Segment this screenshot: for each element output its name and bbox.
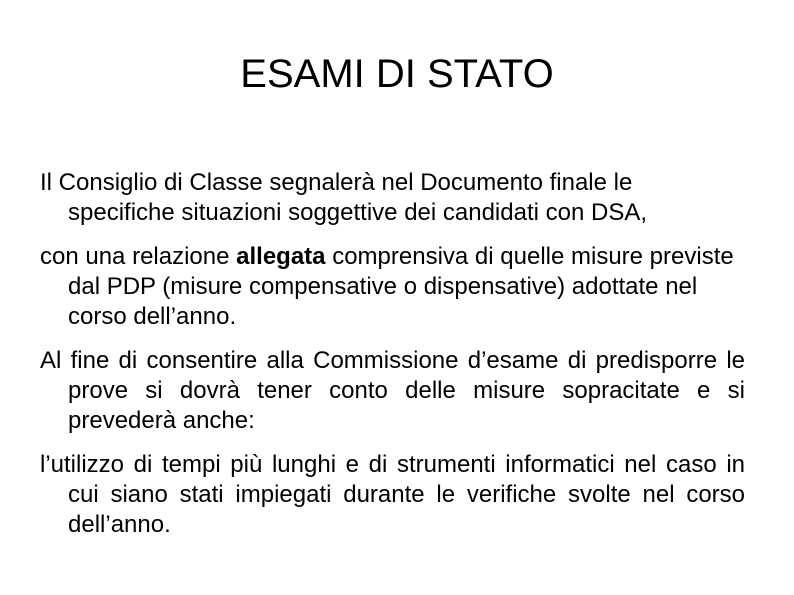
paragraph-dsa-report: Il Consiglio di Classe segnalerà nel Documento finale le specifiche situazioni soggettive dei candidati con DSA, bbox=[40, 169, 647, 226]
paragraph-tools-time: l’utilizzo di tempi più lunghi e di strumenti informatici nel caso in cui siano stati impiegati durante le verifiche svolte nel corso dell’anno. bbox=[40, 451, 745, 538]
paragraph-text-after: comprensiva di quelle misure previste dal PDP (misure compensative o dispensative) adottate nel corso dell’anno. bbox=[68, 243, 734, 330]
paragraph-attached-report bbox=[40, 242, 745, 332]
slide-body bbox=[40, 168, 745, 554]
bold-word-allegata: allegata bbox=[236, 243, 326, 270]
slide-title: ESAMI DI STATO bbox=[240, 52, 554, 96]
paragraph-commission: Al fine di consentire alla Commissione d’esame di predisporre le prove si dovrà tener conto delle misure sopracitate e si prevederà anche: bbox=[40, 347, 745, 434]
paragraph-text-before: con una relazione bbox=[40, 243, 237, 270]
